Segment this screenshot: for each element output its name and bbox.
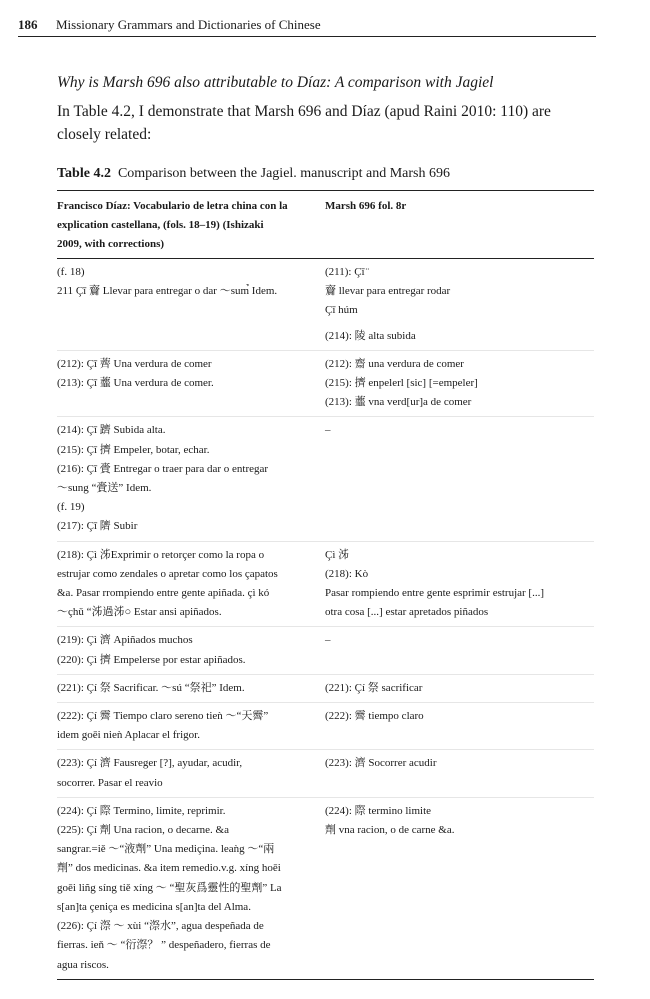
comparison-table	[57, 190, 594, 980]
cell-line: (224): Çí 際 Termino, limite, reprimir.	[57, 804, 226, 817]
cell-line: (223): 濟 Socorrer acudir	[325, 757, 437, 770]
marsh-cell	[325, 546, 594, 623]
diaz-cell	[57, 707, 325, 745]
table-caption	[57, 166, 450, 182]
cell-line: (215): 擠 enpelerl [sic] [=empeler]	[325, 377, 478, 390]
cell-line: &a. Pasar rrompiendo entre gente apiñada. çì kó	[57, 587, 270, 600]
cell-line: goēi liñg síng tiě xíng ～ “聖灰爲靈性的聖劑” La	[57, 881, 282, 894]
cell-line: (223): Çí 濟 Fausreger [?], ayudar, acudir,	[57, 757, 243, 770]
cell-line: fierras. ieň ～ “衍漈？ ” despeñadero, fierras de	[57, 939, 271, 952]
cell-line: (225): Çí 劑 Una racion, o decarne. &a	[57, 824, 229, 837]
cell-line: (216): Çī 賫 Entregar o traer para dar o entregar	[57, 462, 269, 475]
intro-paragraph: In Table 4.2, I demonstrate that Marsh 696 and Díaz (apud Raini 2010: 110) are closely related:	[57, 103, 551, 143]
cell-line: (211): Çī ̈	[325, 266, 368, 278]
cell-line: (222): Çí 霽 Tiempo claro sereno tieǹ ～“天霽”	[57, 710, 269, 723]
header-line: Marsh 696 fol. 8r	[325, 200, 407, 212]
table-row	[57, 626, 594, 673]
cell-line: (213): 虀 vna verd[ur]a de comer	[325, 396, 472, 409]
cell-line: otra cosa [...] estar apretados piñados	[325, 606, 489, 619]
table-row	[57, 350, 594, 417]
cell-line: (212): Çī 薺 Una verdura de comer	[57, 357, 212, 370]
cell-line: (220): Çì 擠 Empelerse por estar apiñados.	[57, 653, 246, 666]
cell-line: 齎 llevar para entregar rodar	[325, 285, 451, 298]
cell-line: 劑” dos medicinas. &a item remedio.v.g. xíng hoēi	[57, 862, 281, 875]
marsh-cell	[325, 679, 594, 698]
marsh-cell	[325, 263, 594, 346]
cell-line: (217): Çī 隮 Subir	[57, 520, 138, 533]
header-line: Francisco Díaz: Vocabulario de letra china con la	[57, 200, 288, 212]
diaz-cell	[57, 546, 325, 623]
cell-line: agua riscos.	[57, 958, 109, 971]
cell-line: ～çhǔ “泲過泲○ Estar ansi apiñados.	[57, 606, 222, 619]
cell-line: Çì 泲	[325, 548, 350, 561]
cell-line: (226): Çí 漈 ～ xùi “漈水”, agua despeñada de	[57, 920, 264, 933]
cell-line: (218): Kò	[325, 567, 369, 580]
cell-line: (213): Çī 虀 Una verdura de comer.	[57, 377, 214, 390]
diaz-cell	[57, 802, 325, 975]
table-row	[57, 749, 594, 796]
marsh-cell	[325, 355, 594, 413]
cell-line: sangrar.=iě ～“液劑” Una mediçina. leaǹg ～“兩	[57, 843, 275, 856]
cell-line: (214): 陵 alta subida	[325, 329, 416, 342]
cell-line: (212): 齋 una verdura de comer	[325, 357, 464, 370]
running-title: Missionary Grammars and Dictionaries of Chinese	[56, 17, 321, 32]
table-row	[57, 416, 594, 540]
cell-line: Çī húm	[325, 304, 358, 317]
header-cell-marsh	[325, 197, 594, 254]
cell-line: (222): 霽 tiempo claro	[325, 710, 424, 723]
cell-line: (221): Çí 祭 Sacrificar. ～sú “祭祀” Idem.	[57, 681, 245, 694]
cell-line: (219): Çì 濟 Apiñados muchos	[57, 634, 193, 647]
cell-line: (224): 際 termino limite	[325, 804, 432, 817]
cell-line: –	[325, 634, 331, 647]
marsh-cell	[325, 631, 594, 669]
table-row	[57, 674, 594, 702]
cell-line: (f. 19)	[57, 501, 85, 514]
cell-line: socorrer. Pasar el reavio	[57, 776, 163, 789]
cell-line: –	[325, 424, 331, 437]
cell-line: (f. 18)	[57, 266, 85, 278]
table-caption-text: Comparison between the Jagiel. manuscript and Marsh 696	[117, 166, 450, 181]
marsh-cell	[325, 754, 594, 792]
table-row	[57, 259, 594, 350]
section-heading: Why is Marsh 696 also attributable to Díaz: A comparison with Jagiel	[57, 74, 494, 91]
running-header	[18, 14, 596, 37]
cell-line: estrujar como zendales o apretar como los çapatos	[57, 567, 278, 580]
diaz-cell	[57, 754, 325, 792]
header-cell-diaz	[57, 197, 325, 254]
marsh-cell	[325, 802, 594, 975]
marsh-cell	[325, 421, 594, 536]
cell-line: s[an]ta çeniça es medicina s[an]ta del Alma.	[57, 900, 251, 913]
table-row	[57, 702, 594, 749]
marsh-cell	[325, 707, 594, 745]
header-line: 2009, with corrections)	[57, 238, 165, 250]
diaz-cell	[57, 631, 325, 669]
diaz-cell	[57, 421, 325, 536]
diaz-cell	[57, 679, 325, 698]
cell-line: (214): Çī 躋 Subida alta.	[57, 424, 166, 437]
header-line: explication castellana, (fols. 18–19) (Ishizaki	[57, 219, 264, 231]
cell-line: (215): Çī 擠 Empeler, botar, echar.	[57, 443, 210, 456]
cell-line: Pasar rompiendo entre gente esprimir estrujar [...]	[325, 587, 545, 600]
table-label: Table 4.2	[57, 166, 111, 181]
cell-line: 211 Çī 齎 Llevar para entregar o dar ～sum̉ Idem.	[57, 285, 278, 298]
table-body	[57, 259, 594, 980]
table-row	[57, 797, 594, 979]
diaz-cell	[57, 263, 325, 346]
cell-line: idem goēi nieǹ Aplacar el frigor.	[57, 729, 200, 742]
cell-line: 劑 vna racion, o de carne &a.	[325, 824, 455, 837]
cell-line: ～sung “賫送” Idem.	[57, 482, 152, 495]
page-number: 186	[18, 17, 38, 32]
table-row	[57, 541, 594, 627]
cell-line: (221): Çí 祭 sacrificar	[325, 681, 423, 694]
table-header	[57, 191, 594, 259]
diaz-cell	[57, 355, 325, 413]
cell-line: (218): Çì 泲Exprimir o retorçer como la ropa o	[57, 548, 265, 561]
